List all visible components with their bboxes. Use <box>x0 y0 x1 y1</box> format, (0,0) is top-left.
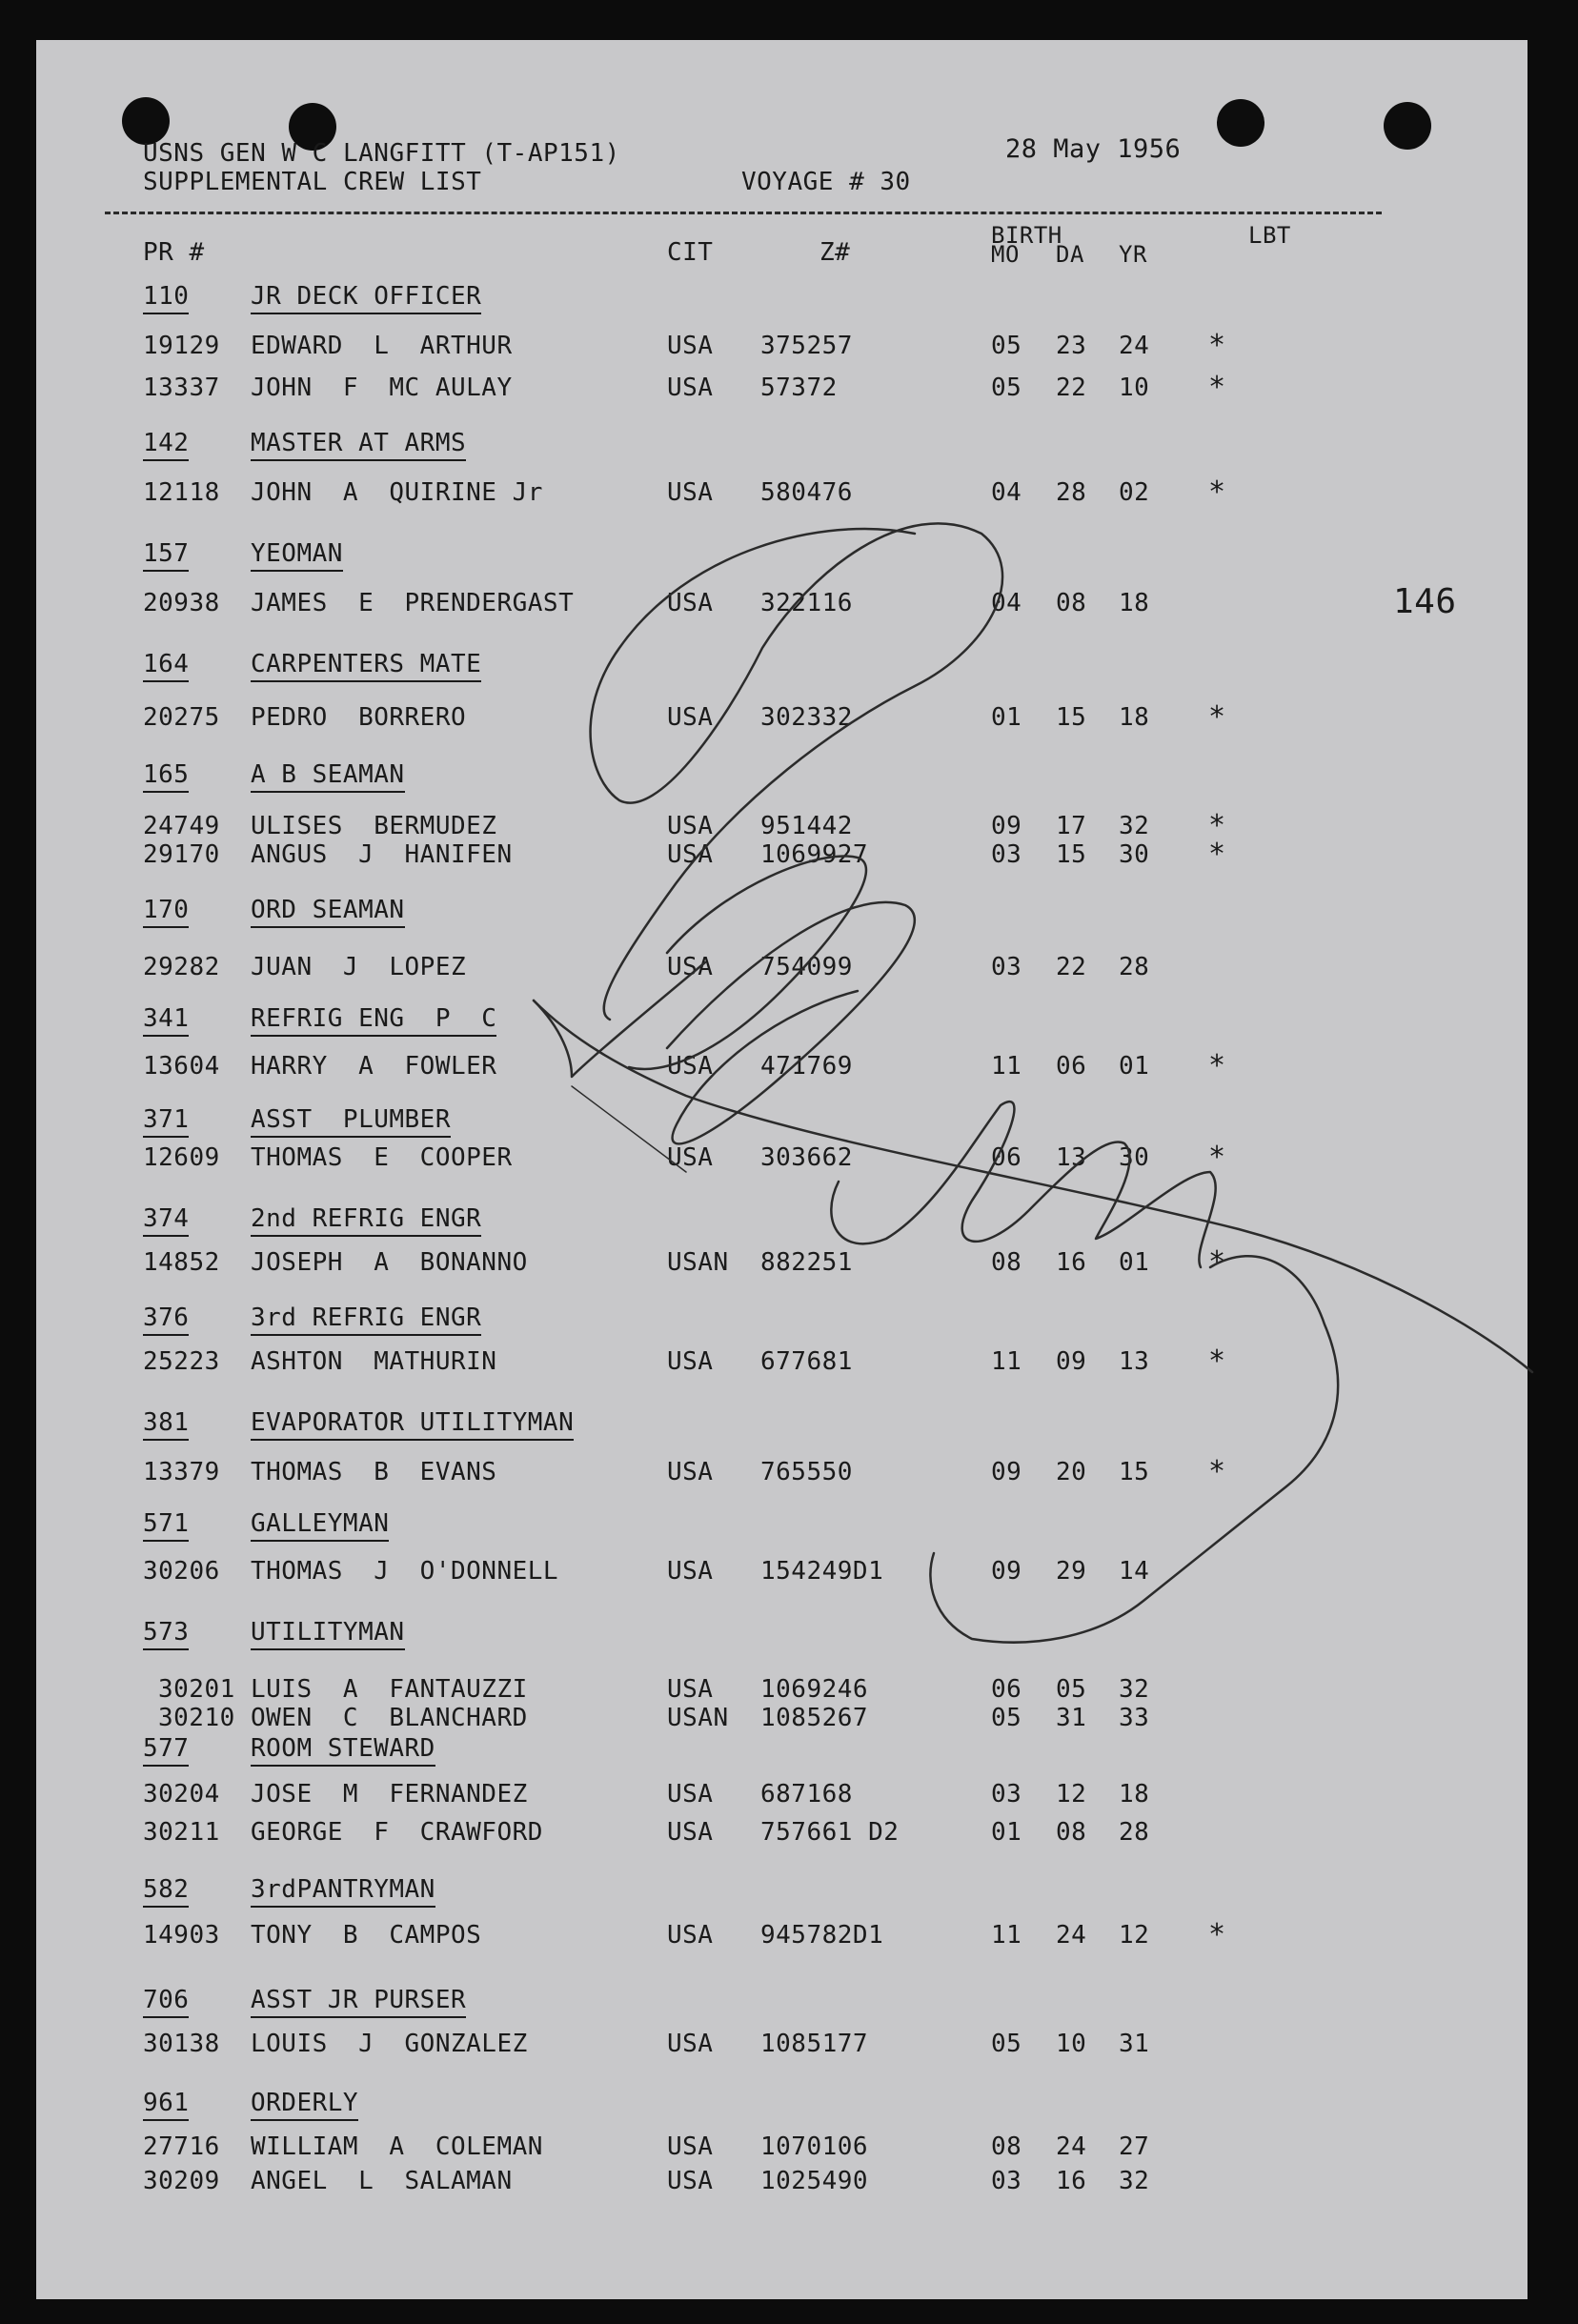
crew-citizenship: USA <box>667 1675 714 1704</box>
crew-z-number: 302332 <box>760 703 853 732</box>
crew-citizenship: USA <box>667 332 714 360</box>
crew-z-number: 951442 <box>760 812 853 840</box>
birth-year: 12 <box>1119 1921 1150 1950</box>
crew-citizenship: USAN <box>667 1248 729 1277</box>
birth-day: 28 <box>1056 478 1087 507</box>
crew-citizenship: USA <box>667 2030 714 2058</box>
crew-name: JOSE M FERNANDEZ <box>251 1780 528 1809</box>
crew-name: JOHN F MC AULAY <box>251 374 513 402</box>
birth-year: 28 <box>1119 1818 1150 1847</box>
crew-z-number: 687168 <box>760 1780 853 1809</box>
section-title: REFRIG ENG P C <box>251 1004 496 1037</box>
crew-z-number: 757661 D2 <box>760 1818 900 1847</box>
birth-month: 08 <box>991 1248 1022 1277</box>
birth-day: 16 <box>1056 2167 1087 2195</box>
crew-name: JUAN J LOPEZ <box>251 953 467 981</box>
birth-month: 01 <box>991 1818 1022 1847</box>
birth-header: BIRTH <box>991 222 1062 249</box>
crew-z-number: 1025490 <box>760 2167 869 2195</box>
crew-z-number: 580476 <box>760 478 853 507</box>
crew-z-number: 1069927 <box>760 840 869 869</box>
crew-z-number: 1070106 <box>760 2132 869 2161</box>
cit-header: CIT <box>667 238 714 267</box>
crew-pr-number: 13604 <box>143 1052 220 1081</box>
mo-header: MO <box>991 241 1020 268</box>
birth-year: 33 <box>1119 1704 1150 1732</box>
birth-day: 13 <box>1056 1143 1087 1172</box>
section-title: UTILITYMAN <box>251 1618 405 1650</box>
list-date: 28 May 1956 <box>1005 134 1182 164</box>
crew-name: ULISES BERMUDEZ <box>251 812 497 840</box>
crew-name: PEDRO BORRERO <box>251 703 467 732</box>
lbt-mark: * <box>1208 329 1226 362</box>
crew-citizenship: USA <box>667 840 714 869</box>
crew-z-number: 1085267 <box>760 1704 869 1732</box>
lbt-mark: * <box>1208 1245 1226 1279</box>
birth-month: 05 <box>991 374 1022 402</box>
birth-month: 05 <box>991 1704 1022 1732</box>
birth-month: 05 <box>991 2030 1022 2058</box>
crew-pr-number: 30209 <box>143 2167 220 2195</box>
section-code: 371 <box>143 1105 189 1138</box>
crew-name: OWEN C BLANCHARD <box>251 1704 528 1732</box>
birth-year: 28 <box>1119 953 1150 981</box>
crew-name: JOSEPH A BONANNO <box>251 1248 528 1277</box>
birth-day: 22 <box>1056 374 1087 402</box>
crew-citizenship: USA <box>667 953 714 981</box>
crew-pr-number: 14852 <box>143 1248 220 1277</box>
birth-day: 16 <box>1056 1248 1087 1277</box>
crew-z-number: 57372 <box>760 374 838 402</box>
section-title: ASST JR PURSER <box>251 1986 466 2018</box>
birth-month: 06 <box>991 1675 1022 1704</box>
birth-day: 08 <box>1056 1818 1087 1847</box>
birth-year: 32 <box>1119 812 1150 840</box>
crew-name: THOMAS J O'DONNELL <box>251 1557 559 1586</box>
punch-hole <box>122 97 170 145</box>
section-code: 165 <box>143 760 189 793</box>
birth-month: 03 <box>991 2167 1022 2195</box>
punch-hole <box>1217 99 1264 147</box>
lbt-mark: * <box>1208 1455 1226 1488</box>
z-header: Z# <box>819 238 851 267</box>
section-code: 157 <box>143 539 189 572</box>
crew-citizenship: USA <box>667 812 714 840</box>
crew-name: JOHN A QUIRINE Jr <box>251 478 543 507</box>
crew-citizenship: USAN <box>667 1704 729 1732</box>
section-code: 142 <box>143 429 189 461</box>
crew-citizenship: USA <box>667 1347 714 1376</box>
birth-month: 06 <box>991 1143 1022 1172</box>
crew-citizenship: USA <box>667 478 714 507</box>
crew-citizenship: USA <box>667 1921 714 1950</box>
section-code: 706 <box>143 1986 189 2018</box>
section-title: EVAPORATOR UTILITYMAN <box>251 1408 574 1441</box>
crew-pr-number: 30206 <box>143 1557 220 1586</box>
section-title: CARPENTERS MATE <box>251 650 481 682</box>
list-title: SUPPLEMENTAL CREW LIST <box>143 168 482 196</box>
crew-pr-number: 25223 <box>143 1347 220 1376</box>
crew-name: WILLIAM A COLEMAN <box>251 2132 543 2161</box>
crew-citizenship: USA <box>667 2132 714 2161</box>
crew-z-number: 882251 <box>760 1248 853 1277</box>
crew-z-number: 1085177 <box>760 2030 869 2058</box>
birth-day: 17 <box>1056 812 1087 840</box>
crew-pr-number: 30204 <box>143 1780 220 1809</box>
crew-pr-number: 29282 <box>143 953 220 981</box>
crew-name: TONY B CAMPOS <box>251 1921 482 1950</box>
birth-month: 04 <box>991 478 1022 507</box>
crew-citizenship: USA <box>667 589 714 617</box>
birth-year: 18 <box>1119 589 1150 617</box>
birth-day: 22 <box>1056 953 1087 981</box>
crew-pr-number: 20275 <box>143 703 220 732</box>
birth-month: 03 <box>991 840 1022 869</box>
section-title: ASST PLUMBER <box>251 1105 451 1138</box>
section-code: 961 <box>143 2089 189 2121</box>
section-title: MASTER AT ARMS <box>251 429 466 461</box>
birth-year: 32 <box>1119 2167 1150 2195</box>
crew-pr-number: 14903 <box>143 1921 220 1950</box>
crew-name: THOMAS E COOPER <box>251 1143 513 1172</box>
section-code: 374 <box>143 1204 189 1237</box>
birth-day: 24 <box>1056 1921 1087 1950</box>
lbt-mark: * <box>1208 1141 1226 1174</box>
crew-citizenship: USA <box>667 1557 714 1586</box>
da-header: DA <box>1056 241 1084 268</box>
crew-z-number: 322116 <box>760 589 853 617</box>
birth-month: 11 <box>991 1921 1022 1950</box>
crew-citizenship: USA <box>667 703 714 732</box>
crew-z-number: 375257 <box>760 332 853 360</box>
section-title: GALLEYMAN <box>251 1509 389 1542</box>
birth-month: 11 <box>991 1052 1022 1081</box>
crew-pr-number: 13379 <box>143 1458 220 1486</box>
birth-year: 27 <box>1119 2132 1150 2161</box>
dashed-divider <box>105 212 1382 214</box>
crew-z-number: 1069246 <box>760 1675 869 1704</box>
crew-name: THOMAS B EVANS <box>251 1458 497 1486</box>
crew-name: JAMES E PRENDERGAST <box>251 589 575 617</box>
crew-z-number: 765550 <box>760 1458 853 1486</box>
birth-year: 01 <box>1119 1248 1150 1277</box>
crew-z-number: 677681 <box>760 1347 853 1376</box>
birth-year: 02 <box>1119 478 1150 507</box>
crew-citizenship: USA <box>667 1780 714 1809</box>
punch-hole <box>1384 102 1431 150</box>
birth-year: 30 <box>1119 840 1150 869</box>
section-code: 577 <box>143 1734 189 1767</box>
lbt-mark: * <box>1208 475 1226 509</box>
crew-z-number: 471769 <box>760 1052 853 1081</box>
crew-z-number: 303662 <box>760 1143 853 1172</box>
crew-pr-number: 30210 <box>158 1704 235 1732</box>
section-title: 2nd REFRIG ENGR <box>251 1204 481 1237</box>
birth-year: 10 <box>1119 374 1150 402</box>
birth-year: 18 <box>1119 1780 1150 1809</box>
crew-name: HARRY A FOWLER <box>251 1052 497 1081</box>
section-code: 341 <box>143 1004 189 1037</box>
crew-citizenship: USA <box>667 1818 714 1847</box>
birth-year: 14 <box>1119 1557 1150 1586</box>
birth-day: 15 <box>1056 840 1087 869</box>
crew-pr-number: 24749 <box>143 812 220 840</box>
crew-z-number: 154249D1 <box>760 1557 884 1586</box>
section-code: 582 <box>143 1875 189 1908</box>
birth-year: 13 <box>1119 1347 1150 1376</box>
section-code: 381 <box>143 1408 189 1441</box>
crew-citizenship: USA <box>667 2167 714 2195</box>
crew-pr-number: 12609 <box>143 1143 220 1172</box>
birth-month: 01 <box>991 703 1022 732</box>
birth-day: 20 <box>1056 1458 1087 1486</box>
birth-month: 03 <box>991 1780 1022 1809</box>
birth-month: 03 <box>991 953 1022 981</box>
section-title: 3rd REFRIG ENGR <box>251 1303 481 1336</box>
birth-month: 09 <box>991 812 1022 840</box>
birth-month: 09 <box>991 1557 1022 1586</box>
crew-pr-number: 30211 <box>143 1818 220 1847</box>
crew-citizenship: USA <box>667 1458 714 1486</box>
crew-citizenship: USA <box>667 374 714 402</box>
pr-header: PR # <box>143 238 205 267</box>
crew-name: LOUIS J GONZALEZ <box>251 2030 528 2058</box>
birth-day: 31 <box>1056 1704 1087 1732</box>
lbt-mark: * <box>1208 700 1226 734</box>
crew-pr-number: 27716 <box>143 2132 220 2161</box>
crew-pr-number: 30201 <box>158 1675 235 1704</box>
section-title: ORD SEAMAN <box>251 896 405 928</box>
birth-month: 05 <box>991 332 1022 360</box>
birth-year: 24 <box>1119 332 1150 360</box>
crew-pr-number: 20938 <box>143 589 220 617</box>
section-code: 573 <box>143 1618 189 1650</box>
page-side-number: 146 <box>1393 582 1457 621</box>
section-code: 110 <box>143 282 189 314</box>
crew-citizenship: USA <box>667 1052 714 1081</box>
crew-name: EDWARD L ARTHUR <box>251 332 513 360</box>
birth-month: 04 <box>991 589 1022 617</box>
section-title: ROOM STEWARD <box>251 1734 435 1767</box>
birth-year: 18 <box>1119 703 1150 732</box>
crew-citizenship: USA <box>667 1143 714 1172</box>
birth-day: 24 <box>1056 2132 1087 2161</box>
lbt-header: LBT <box>1248 222 1291 249</box>
section-code: 376 <box>143 1303 189 1336</box>
birth-day: 23 <box>1056 332 1087 360</box>
section-code: 571 <box>143 1509 189 1542</box>
lbt-mark: * <box>1208 371 1226 404</box>
voyage-number: VOYAGE # 30 <box>741 168 911 196</box>
lbt-mark: * <box>1208 1918 1226 1951</box>
birth-year: 15 <box>1119 1458 1150 1486</box>
birth-day: 12 <box>1056 1780 1087 1809</box>
lbt-mark: * <box>1208 809 1226 842</box>
birth-day: 06 <box>1056 1052 1087 1081</box>
section-title: JR DECK OFFICER <box>251 282 481 314</box>
birth-year: 30 <box>1119 1143 1150 1172</box>
yr-header: YR <box>1119 241 1147 268</box>
lbt-mark: * <box>1208 838 1226 871</box>
birth-day: 10 <box>1056 2030 1087 2058</box>
birth-day: 08 <box>1056 589 1087 617</box>
crew-pr-number: 19129 <box>143 332 220 360</box>
birth-year: 32 <box>1119 1675 1150 1704</box>
birth-day: 05 <box>1056 1675 1087 1704</box>
crew-name: ASHTON MATHURIN <box>251 1347 497 1376</box>
crew-name: ANGUS J HANIFEN <box>251 840 513 869</box>
section-title: ORDERLY <box>251 2089 358 2121</box>
lbt-mark: * <box>1208 1344 1226 1378</box>
birth-day: 15 <box>1056 703 1087 732</box>
birth-day: 09 <box>1056 1347 1087 1376</box>
crew-pr-number: 30138 <box>143 2030 220 2058</box>
crew-name: GEORGE F CRAWFORD <box>251 1818 543 1847</box>
section-code: 164 <box>143 650 189 682</box>
birth-year: 31 <box>1119 2030 1150 2058</box>
section-title: A B SEAMAN <box>251 760 405 793</box>
crew-pr-number: 29170 <box>143 840 220 869</box>
crew-z-number: 945782D1 <box>760 1921 884 1950</box>
section-title: YEOMAN <box>251 539 343 572</box>
birth-day: 29 <box>1056 1557 1087 1586</box>
crew-name: ANGEL L SALAMAN <box>251 2167 513 2195</box>
section-title: 3rdPANTRYMAN <box>251 1875 435 1908</box>
birth-month: 09 <box>991 1458 1022 1486</box>
lbt-mark: * <box>1208 1049 1226 1082</box>
birth-year: 01 <box>1119 1052 1150 1081</box>
ship-name: USNS GEN W C LANGFITT (T-AP151) <box>143 139 620 168</box>
birth-month: 08 <box>991 2132 1022 2161</box>
crew-z-number: 754099 <box>760 953 853 981</box>
crew-name: LUIS A FANTAUZZI <box>251 1675 528 1704</box>
crew-pr-number: 12118 <box>143 478 220 507</box>
section-code: 170 <box>143 896 189 928</box>
crew-pr-number: 13337 <box>143 374 220 402</box>
birth-month: 11 <box>991 1347 1022 1376</box>
